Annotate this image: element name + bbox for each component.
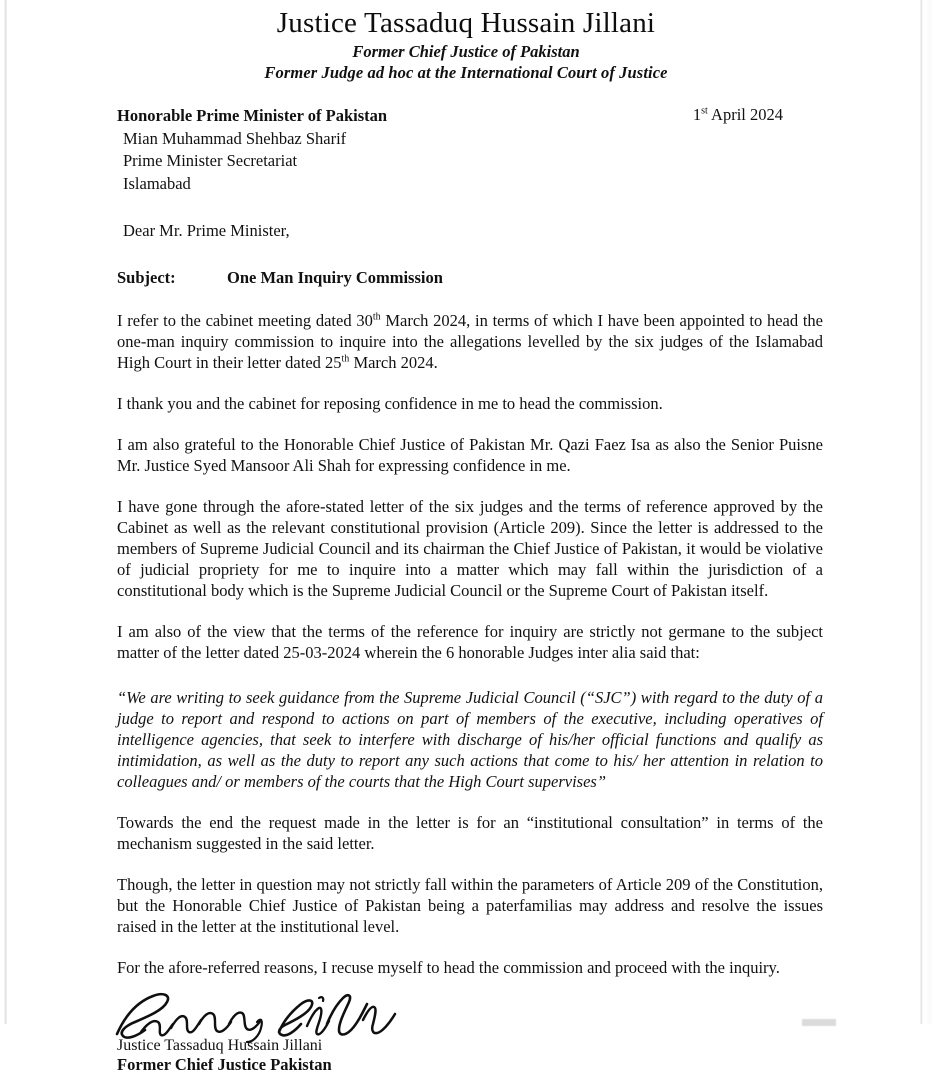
- signature-block: [117, 984, 823, 1076]
- paragraph-1: [117, 310, 823, 373]
- paragraph-1-part-b: March 2024, in terms of which I have been appointed to head the one-man inquiry commission to inquire into the allegations levelled by the six judges of the Islamabad High Court in their letter dated 25: [117, 311, 823, 372]
- paragraph-1-ordinal-2: th: [341, 353, 350, 365]
- date-ordinal-suffix: st: [701, 105, 708, 117]
- signatory-name: Justice Tassaduq Hussain Jillani: [117, 1037, 323, 1054]
- signature-names: [117, 1036, 332, 1075]
- paragraph-3: I am also grateful to the Honorable Chief Justice of Pakistan Mr. Qazi Faez Isa as also the Senior Puisne Mr. Justice Syed Mansoor Ali Shah for expressing confidence in me.: [117, 435, 823, 475]
- paragraph-4: I have gone through the afore-stated letter of the six judges and the terms of reference approved by the Cabinet as well as the relevant constitutional provision (Article 209). Since the letter is addressed to the members of Supreme Judicial Council and its chairman the Chief Justice of Pakistan, it would be violative of judicial propriety for me to inquire into a matter which may fall within the jurisdiction of a constitutional body which is the Supreme Judicial Council or the Supreme Court of Pakistan itself.: [117, 497, 823, 600]
- addressee-line-1: Honorable Prime Minister of Pakistan: [117, 106, 388, 125]
- letter-body: [117, 105, 823, 1076]
- subject-row: [117, 268, 823, 288]
- letterhead-subtitle-2: Former Judge ad hoc at the International Court of Justice: [264, 63, 668, 82]
- paragraph-1-part-c: March 2024.: [349, 353, 438, 372]
- letterhead-subtitle-1: Former Chief Justice of Pakistan: [352, 42, 580, 61]
- paragraph-1-ordinal-1: th: [372, 311, 381, 323]
- paragraph-7: Though, the letter in question may not strictly fall within the parameters of Article 209 of the Constitution, but the Honorable Chief Justice of Pakistan being a paterfamilias may address and resolve the issues raised in the letter at the institutional level.: [117, 875, 823, 936]
- addressee-and-date-row: [117, 105, 823, 195]
- quoted-passage: “We are writing to seek guidance from the Supreme Judicial Council (“SJC”) with regard to the duty of a judge to report and respond to actions on part of members of the executive, including operatives of intelligence agencies, that seek to interfere with discharge of his/her official functions and qualify as intimidation, as well as the duty to report any such actions that come to his/ her attention in relation to colleagues and/ or members of the courts that the High Court supervises”: [117, 688, 823, 791]
- date-rest: April 2024: [707, 105, 783, 124]
- addressee-line-4: Islamabad: [123, 173, 191, 193]
- letter-date: [693, 105, 783, 125]
- letterhead: [0, 0, 932, 83]
- page-bottom-artifact: [802, 1019, 836, 1026]
- paragraph-1-part-a: I refer to the cabinet meeting dated 30: [117, 311, 373, 330]
- letterhead-name: Justice Tassaduq Hussain Jillani: [276, 7, 656, 39]
- addressee-line-2: Mian Muhammad Shehbaz Sharif: [123, 128, 347, 148]
- date-day: 1: [692, 105, 702, 124]
- addressee-line-3: Prime Minister Secretariat: [123, 151, 298, 170]
- salutation: Dear Mr. Prime Minister,: [123, 221, 290, 240]
- paragraph-8: For the afore-referred reasons, I recuse myself to head the commission and proceed with the inquiry.: [117, 958, 780, 977]
- subject-value: One Man Inquiry Commission: [227, 268, 443, 287]
- subject-label: Subject:: [117, 268, 176, 287]
- paragraph-2: I thank you and the cabinet for reposing confidence in me to head the commission.: [117, 394, 663, 413]
- paragraph-6: Towards the end the request made in the letter is for an “institutional consultation” in terms of the mechanism suggested in the said letter.: [117, 813, 823, 853]
- signatory-title: Former Chief Justice Pakistan: [117, 1055, 332, 1074]
- paragraph-5: I am also of the view that the terms of the reference for inquiry are strictly not germane to the subject matter of the letter dated 25-03-2024 wherein the 6 honorable Judges inter alia said that:: [117, 622, 823, 662]
